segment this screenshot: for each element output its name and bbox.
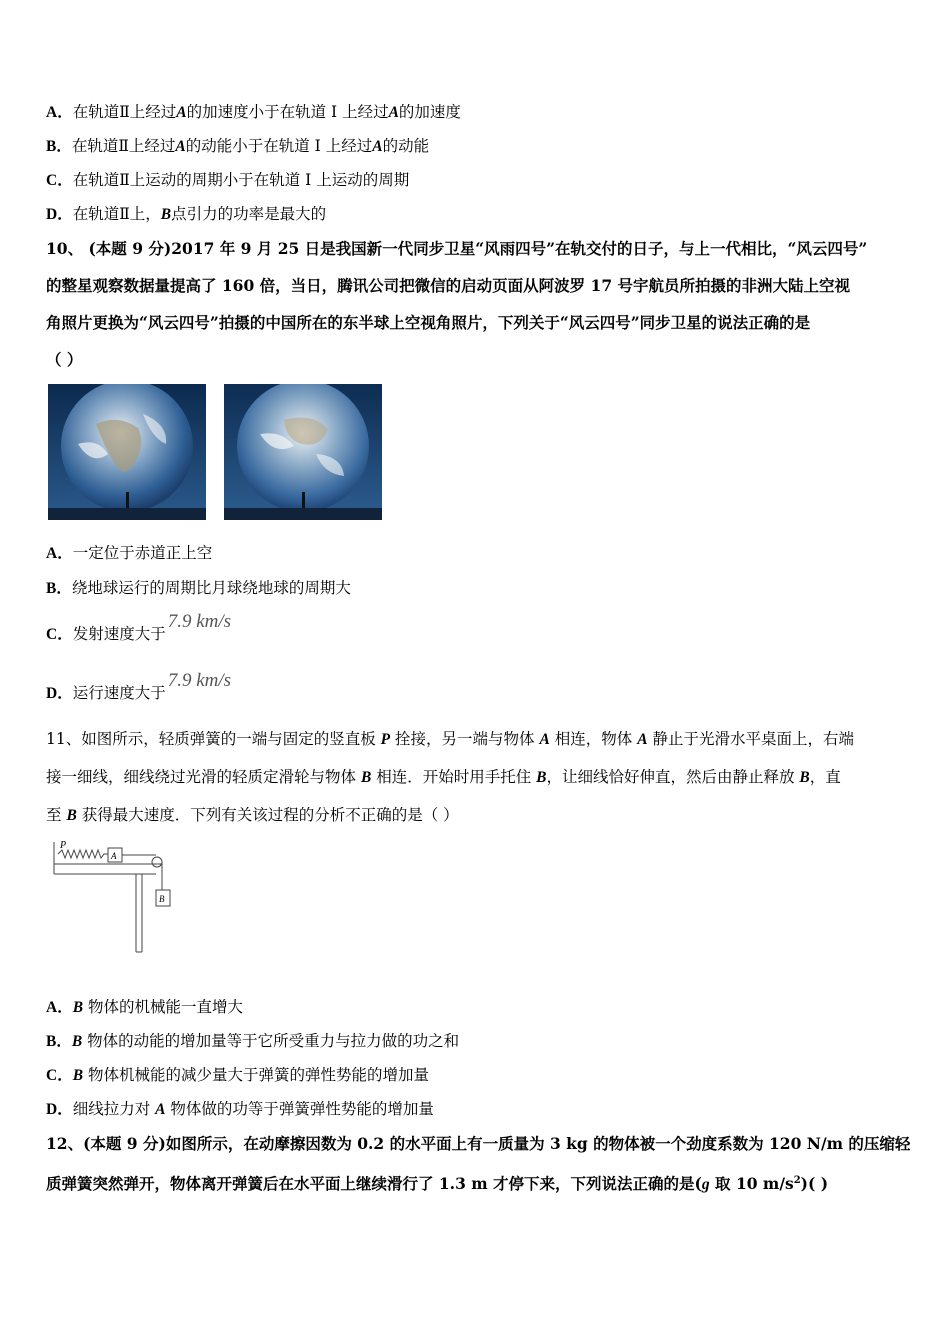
q12-stem-line-1: 12、(本题 9 分)如图所示，在动摩擦因数为 0.2 的水平面上有一质量为 3 kg 的物体被一个劲度系数为 120 N/m 的压缩轻 xyxy=(46,1134,911,1153)
earth-photo-china xyxy=(224,384,382,520)
q10-option-a: A．一定位于赤道正上空 xyxy=(46,544,213,562)
q11-option-c: C．B 物体机械能的减少量大于弹簧的弹性势能的增加量 xyxy=(46,1066,429,1084)
q10-option-d: D．运行速度大于7.9 km/s xyxy=(46,670,232,702)
q9-option-c: C．在轨道Ⅱ上运动的周期小于在轨道 I 上运动的周期 xyxy=(46,171,410,189)
q11-option-a: A．B 物体的机械能一直增大 xyxy=(46,998,243,1016)
q9-option-d: D．在轨道Ⅱ上，B点引力的功率是最大的 xyxy=(46,205,327,223)
q10-stem-line-3: 角照片更换为“风云四号”拍摄的中国所在的东半球上空视角照片，下列关于“风云四号”同步卫星的说法正确的是 xyxy=(46,313,811,332)
q11-stem-line-3: 至 B 获得最大速度．下列有关该过程的分析不正确的是（ ） xyxy=(46,806,459,824)
q9-option-b: B．在轨道Ⅱ上经过A的动能小于在轨道 I 上经过A的动能 xyxy=(46,137,430,155)
label-a: A xyxy=(111,851,117,861)
q10-option-c: C．发射速度大于7.9 km/s xyxy=(46,611,232,643)
q10-stem-line-2: 的整星观察数据量提高了 160 倍，当日，腾讯公司把微信的启动页面从阿波罗 17 号宇航员所拍摄的非洲大陆上空视 xyxy=(46,276,851,295)
spring-pulley-diagram xyxy=(52,838,176,956)
q10-stem-line-4: （ ） xyxy=(46,350,83,369)
earth-photo-africa xyxy=(48,384,206,520)
q10-option-b: B．绕地球运行的周期比月球绕地球的周期大 xyxy=(46,579,351,597)
q11-stem-line-2: 接一细线，细线绕过光滑的轻质定滑轮与物体 B 相连．开始时用手托住 B，让细线恰好伸直，然后由静止释放 B，直 xyxy=(46,768,841,786)
q11-option-d: D．细线拉力对 A 物体做的功等于弹簧弹性势能的增加量 xyxy=(46,1100,434,1118)
q10-stem-line-1: 10、 (本题 9 分)2017 年 9 月 25 日是我国新一代同步卫星“风雨四号”在轨交付的日子，与上一代相比，“风云四号” xyxy=(46,239,868,258)
q11-stem-line-1: 11、如图所示，轻质弹簧的一端与固定的竖直板 P 拴接，另一端与物体 A 相连，物体 A 静止于光滑水平桌面上，右端 xyxy=(46,730,854,748)
q12-stem-line-2: 质弹簧突然弹开，物体离开弹簧后在水平面上继续滑行了 1.3 m 才停下来，下列说法正确的是(g 取 10 $m/s^2$)( ) xyxy=(46,1174,829,1194)
q11-option-b: B．B 物体的动能的增加量等于它所受重力与拉力做的功之和 xyxy=(46,1032,460,1050)
label-p: P xyxy=(60,840,67,851)
velocity-formula: 7.9 km/s xyxy=(167,611,232,632)
label-b: B xyxy=(159,894,165,904)
q9-option-a: A．在轨道Ⅱ上经过A的加速度小于在轨道 I 上经过A的加速度 xyxy=(46,103,461,121)
velocity-formula: 7.9 km/s xyxy=(167,670,232,691)
